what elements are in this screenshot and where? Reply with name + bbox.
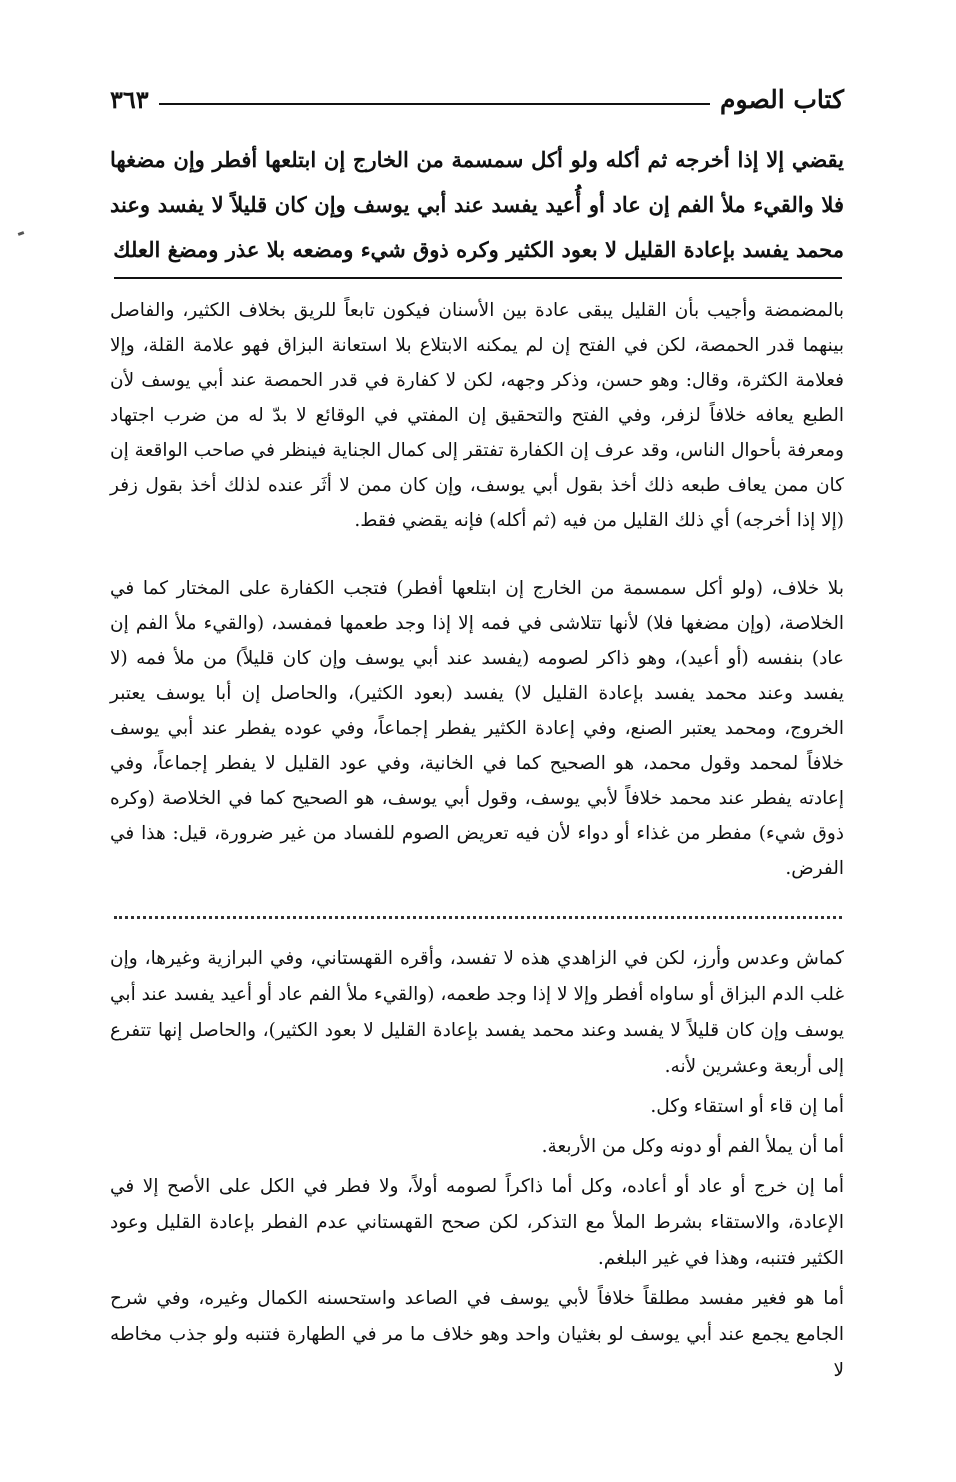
sharh-paragraph-2: بلا خلاف، (ولو أكل سمسمة من الخارج إن ابتلعها أفطر) فتجب الكفارة على المختار كما في الخلاصة، (وإن مضغها فلا) لأنها تتلاشى في فمه إلا إذا وجد طعمها فمفسد، (والقيء ملأ الفم إن عاد) بنفسه (أو أعيد)، وهو ذاكر لصومه (يفسد عند أبي يوسف وإن كان قليلاً) من ملأ فمه (لا يفسد وعند محمد يفسد بإعادة القليل لا) يفسد (بعود الكثير)، والحاصل إن أبا يوسف يعتبر الخروج، ومحمد يعتبر الصنع، وفي إعادة الكثير يفطر إجماعاً، وفي عوده يفطر عند أبي يوسف خلافاً لمحمد وقول محمد، هو الصحيح كما في الخانية، وفي عود القليل لا يفطر إجماعاً، وفي إعادته يفطر عند محمد خلافاً لأبي يوسف، وقول أبي يوسف، هو الصحيح كما في الخلاصة (وكره ذوق شيء) مفطر من غذاء أو دواء لأن فيه تعريض الصوم للفساد من غير ضرورة، قيل: هذا في الفرض.	[110, 578, 844, 879]
hashiya-block	[110, 941, 844, 1393]
hashiya-paragraph: كماش وعدس وأرز، لكن في الزاهدي هذه لا تفسد، وأقره القهستاني، وفي البرازية وغيرها، وإن غلب الدم البزاق أو ساواه أفطر وإلا لا إذا وجد طعمه، (والقيء ملأ الفم عاد أو أعيد يفسد عند أبي يوسف وإن كان قليلاً لا يفسد وعند محمد يفسد بإعادة القليل لا بعود الكثير)، والحاصل إنها تتفرع إلى أربعة وعشرين لأنه.	[110, 948, 844, 1077]
matn-divider	[114, 277, 842, 279]
hashiya-paragraph: أما إن قاء أو استقاء وكل.	[650, 1096, 844, 1117]
hashiya-paragraph: أما هو فغير مفسد مطلقاً خلافاً لأبي يوسف في الصاعد واستحسنه الكمال وغيره، وفي شرح الجامع يجمع عند أبي يوسف لو بغثيان واحد وهو خلاف ما مر في الطهارة فتنبه ولو جذب مخاطه لا	[110, 1288, 844, 1381]
sharh-block-1	[110, 293, 844, 538]
margin-mark	[18, 231, 25, 236]
running-header	[110, 80, 844, 114]
sharh-paragraph-1: بالمضمضة وأجيب بأن القليل يبقى عادة بين الأسنان فيكون تابعاً للريق بخلاف الكثير، والفاصل بينهما قدر الحمصة، لكن في الفتح إن لم يمكنه الابتلاع بلا استعانة البزاق فهو علامة القلة، وإلا فعلامة الكثرة، وقال: وهو حسن، وذكر وجهه، لكن لا كفارة في قدر الحمصة عند أبي يوسف لأن الطبع يعافه خلافاً لزفر، وفي الفتح والتحقيق إن المفتي في الوقائع لا بدّ له من ضرب اجتهاد ومعرفة بأحوال الناس، وقد عرف إن الكفارة تفتقر إلى كمال الجناية فينظر في صاحب الواقعة إن كان ممن يعاف طبعه ذلك أخذ بقول أبي يوسف، وإن كان ممن لا أثَر عنده لذلك أخذ بقول زفر (إلا إذا أخرجه) أي ذلك القليل من فيه (ثم أكله) فإنه يقضي فقط.	[110, 300, 844, 531]
hashiya-paragraph: أما إن خرج أو عاد أو أعاده، وكل أما ذاكراً لصومه أولاً، ولا فطر في الكل على الأصح إلا في الإعادة، والاستقاء بشرط الملأ مع التذكر، لكن صحح القهستاني عدم الفطر بإعادة القليل وعود الكثير فتنبه، وهذا في غير البلغم.	[110, 1176, 844, 1269]
matn-paragraph: يقضي إلا إذا أخرجه ثم أكله ولو أكل سمسمة من الخارج إن ابتلعها أفطر وإن مضغها فلا والقيء ملأ الفم إن عاد أو أُعيد يفسد عند أبي يوسف وإن كان قليلاً لا يفسد وعند محمد يفسد بإعادة القليل لا بعود الكثير وكره ذوق شيء ومضعه بلا عذر ومضغ العلك	[110, 147, 844, 262]
footnote-divider	[114, 916, 842, 919]
header-rule	[159, 103, 710, 105]
page-number: ٣٦٣	[110, 85, 149, 114]
sharh-block-2	[110, 571, 844, 886]
chapter-title: كتاب الصوم	[720, 85, 844, 114]
matn-text	[110, 137, 844, 272]
hashiya-paragraph: أما أن يملأ الفم أو دونه وكل من الأربعة.	[541, 1136, 844, 1157]
